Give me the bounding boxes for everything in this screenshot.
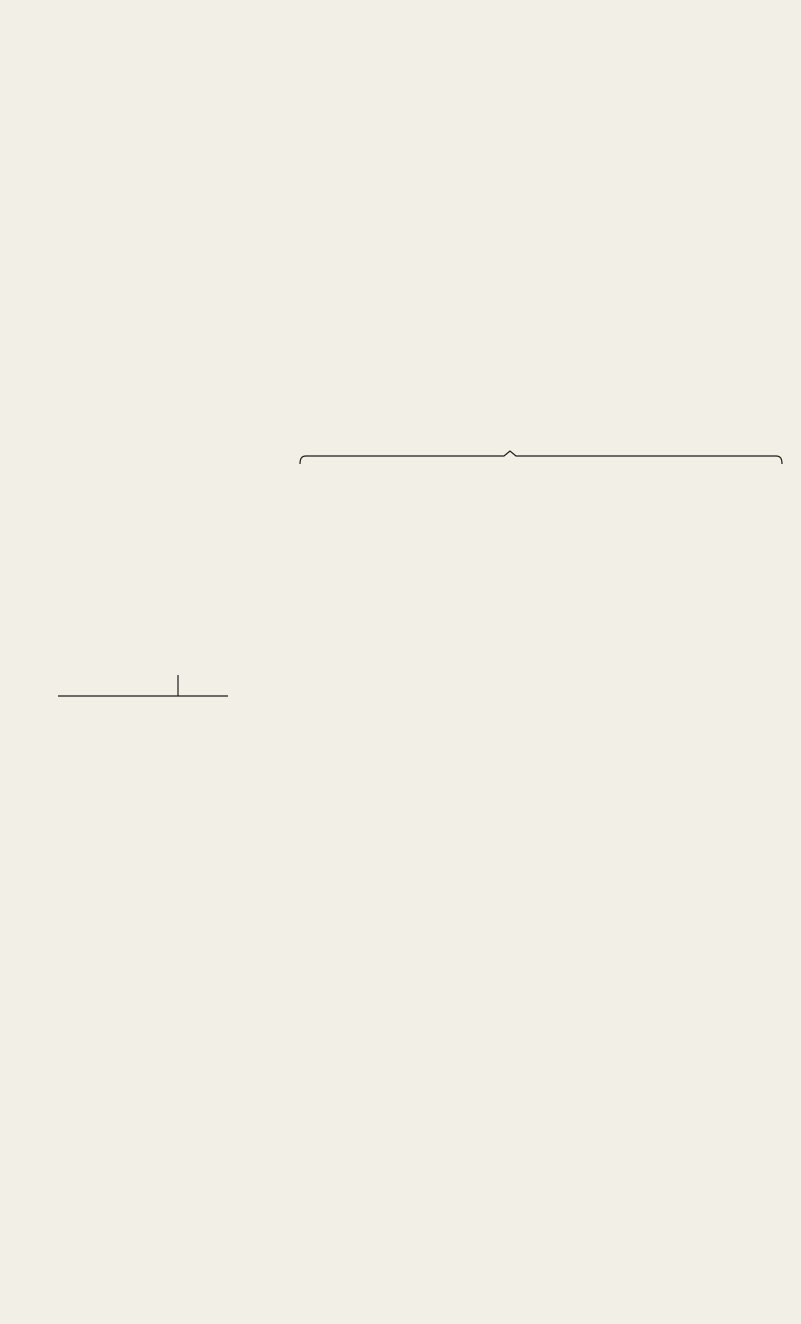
figure-diagram (0, 390, 801, 690)
oocyte-brace (300, 451, 782, 464)
figure-lower (0, 675, 801, 1035)
page-header (0, 40, 801, 70)
